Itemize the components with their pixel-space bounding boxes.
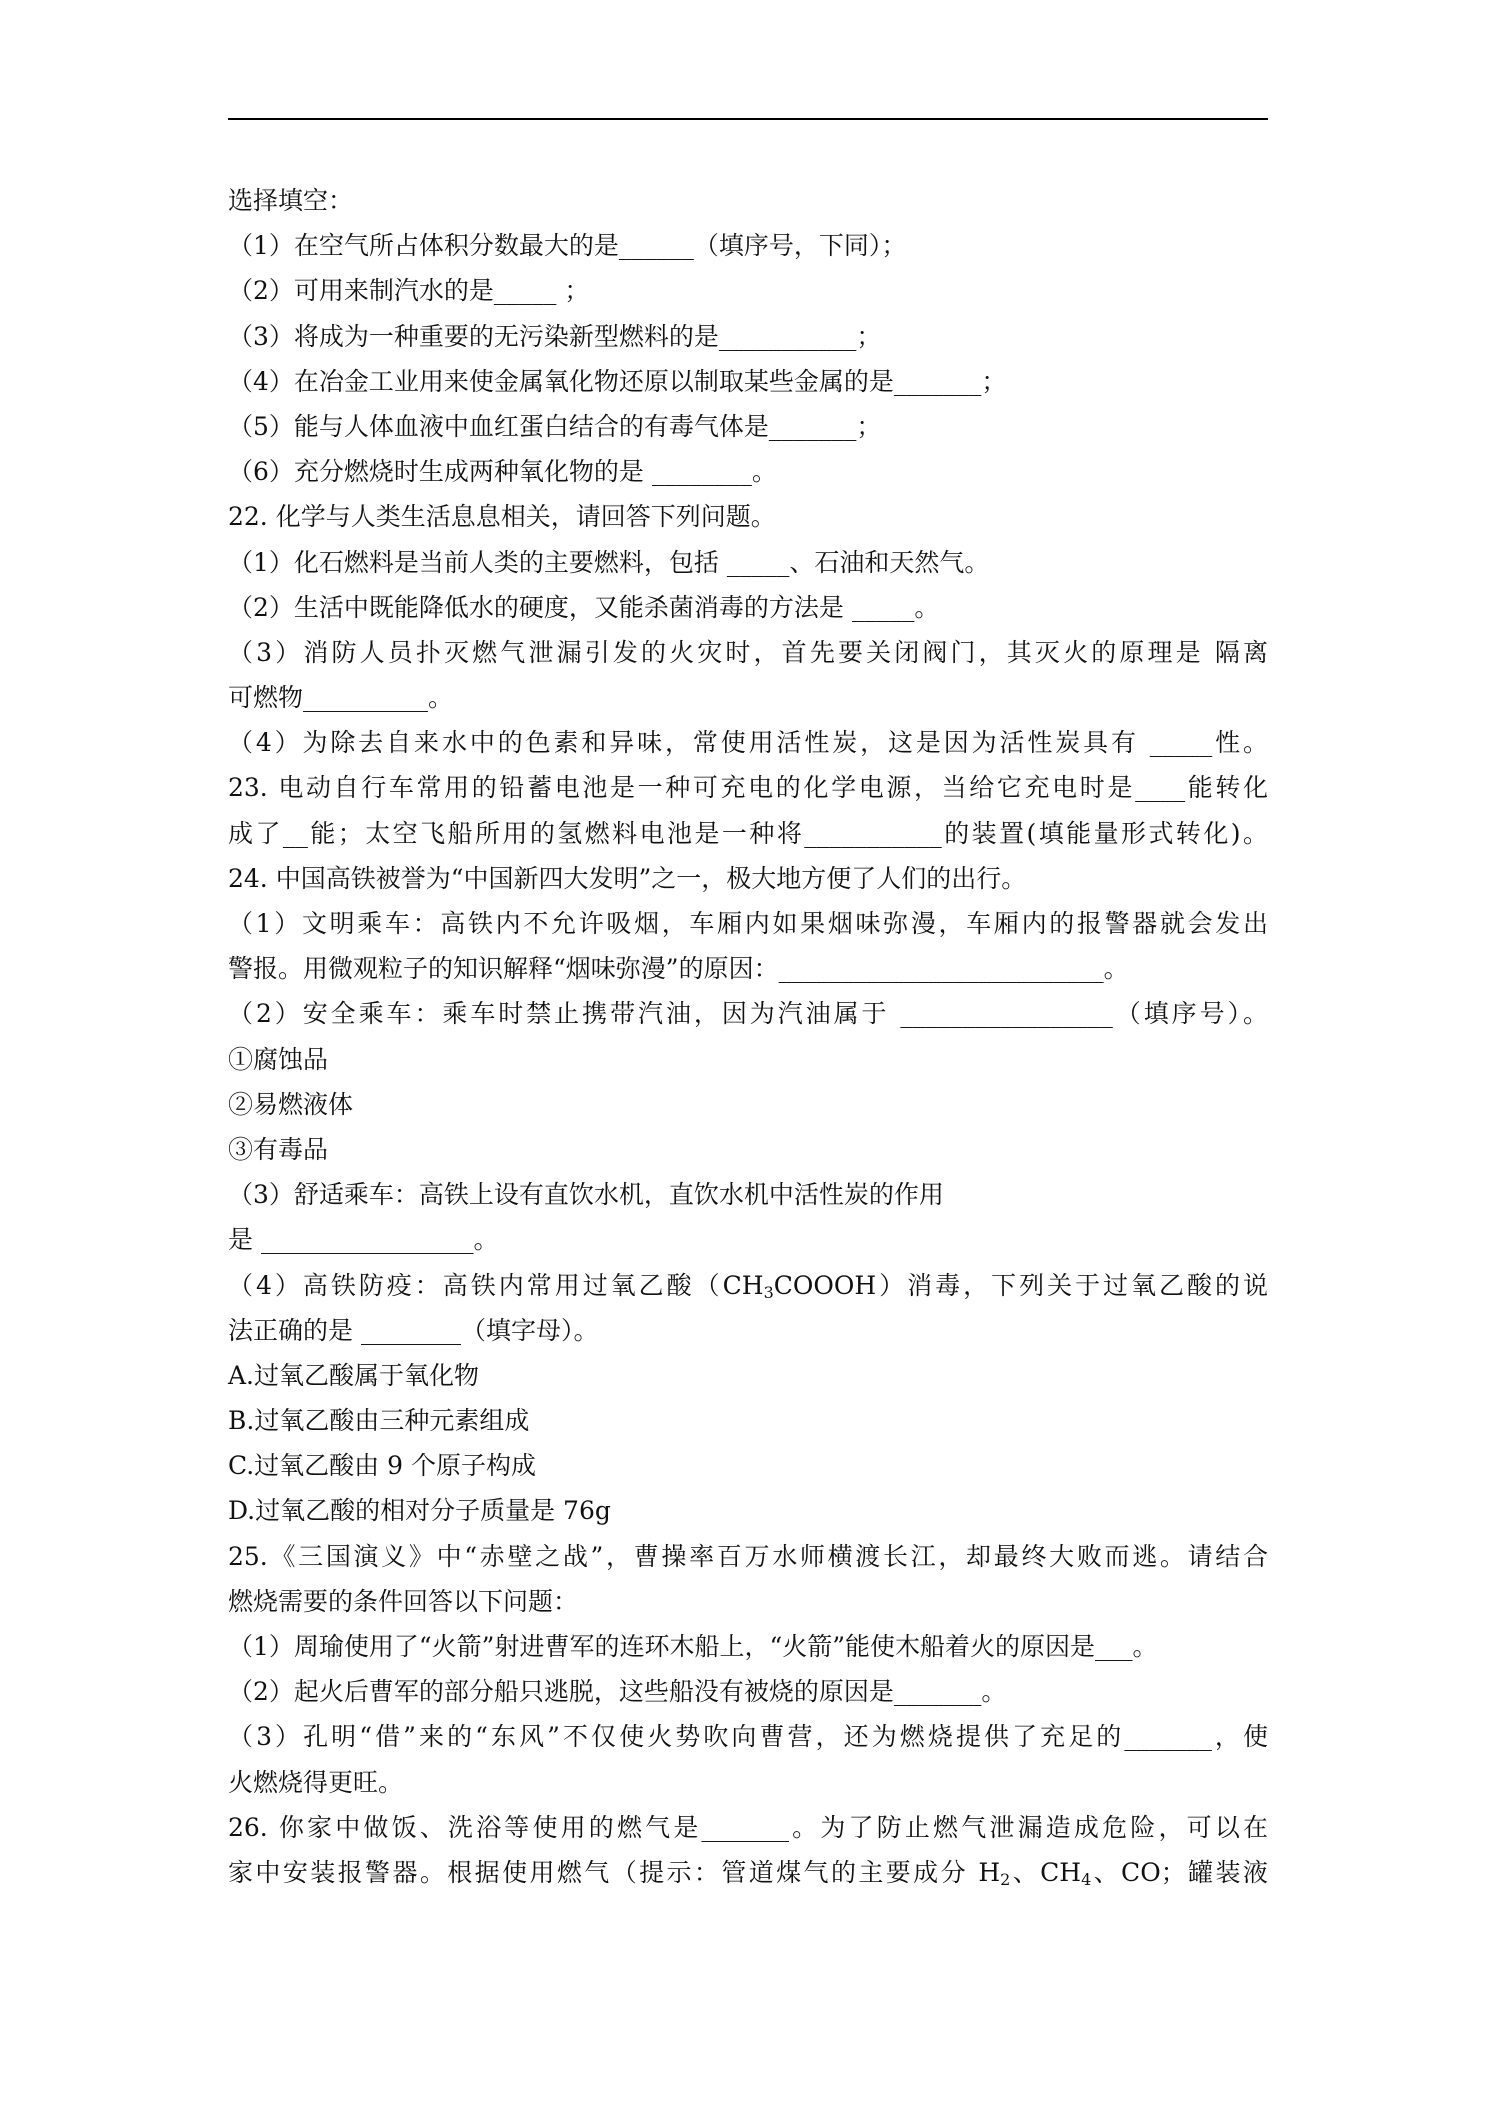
text-line: C.过氧乙酸由 9 个原子构成	[228, 1451, 536, 1481]
text-line: （4）高铁防疫：高铁内常用过氧乙酸$(CH_3COOOH)$消毒，下列关于过氧乙酸的说	[228, 1270, 1268, 1302]
text-line: 家中安装报警器。根据使用燃气（提示：管道煤气的主要成分 $H_2$、$CH_4$、CO；罐装液	[228, 1857, 1268, 1889]
text-line: 火燃烧得更旺。	[228, 1767, 404, 1797]
text-line: 26. 你家中做饭、洗浴等使用的燃气是_______。为了防止燃气泄漏造成危险，可以在	[228, 1812, 1268, 1842]
text-line: 选择填空：	[228, 186, 354, 215]
header-rule	[228, 118, 1268, 120]
text-line: （5）能与人体血液中血红蛋白结合的有毒气体是_______；	[228, 411, 882, 441]
text-line: （1）周瑜使用了“火箭”射进曹军的连环木船上，“火箭”能使木船着火的原因是___。	[228, 1632, 1158, 1661]
text-line: ②易燃液体	[228, 1089, 354, 1119]
text-line: （4）为除去自来水中的色素和异味，常使用活性炭，这是因为活性炭具有 _____性。	[228, 728, 1268, 758]
text-line: B.过氧乙酸由三种元素组成	[228, 1406, 530, 1436]
text-line: （3）消防人员扑灭燃气泄漏引发的火灾时，首先要关闭阀门，其灭火的原理是 隔离	[228, 637, 1268, 667]
text-line: （6）充分燃烧时生成两种氧化物的是 ________。	[228, 457, 777, 487]
text-line: （2）生活中既能降低水的硬度，又能杀菌消毒的方法是 _____。	[228, 592, 940, 622]
text-line: 25.《三国演义》中“赤壁之战”，曹操率百万水师横渡长江，却最终大败而逃。请结合	[228, 1541, 1268, 1571]
text-line: 法正确的是 ________（填字母）。	[228, 1315, 599, 1345]
text-line: （3）舒适乘车：高铁上设有直饮水机，直饮水机中活性炭的作用	[228, 1180, 944, 1210]
text-line: （2）起火后曹军的部分船只逃脱，这些船没有被烧的原因是_______。	[228, 1677, 1007, 1707]
text-line: ①腐蚀品	[228, 1044, 329, 1074]
text-line: 24. 中国高铁被誉为“中国新四大发明”之一，极大地方便了人们的出行。	[228, 863, 1027, 893]
text-line: 23. 电动自行车常用的铅蓄电池是一种可充电的化学电源，当给它充电时是____能转化	[228, 773, 1268, 803]
text-line: 成了__能；太空飞船所用的氢燃料电池是一种将___________的装置(填能量形式转化)。	[228, 818, 1268, 848]
text-line: （1）文明乘车：高铁内不允许吸烟，车厢内如果烟味弥漫，车厢内的报警器就会发出	[228, 909, 1268, 938]
text-line: ③有毒品	[228, 1134, 329, 1164]
text-line: （4）在冶金工业用来使金属氧化物还原以制取某些金属的是_______；	[228, 366, 1007, 396]
text-line: A.过氧乙酸属于氧化物	[228, 1360, 480, 1390]
text-line: 警报。用微观粒子的知识解释“烟味弥漫”的原因：__________________________。	[228, 954, 1129, 984]
text-line: 是 _________________。	[228, 1225, 499, 1255]
text-line: 22. 化学与人类生活息息相关，请回答下列问题。	[228, 502, 776, 532]
text-line: 可燃物__________。	[228, 683, 454, 713]
text-line: 燃烧需要的条件回答以下问题：	[228, 1586, 579, 1616]
text-line: （3）将成为一种重要的无污染新型燃料的是___________；	[228, 321, 882, 351]
document-body	[228, 178, 1268, 1895]
text-line: （1）在空气所占体积分数最大的是______（填序号，下同）；	[228, 231, 907, 261]
text-line: （2）安全乘车：乘车时禁止携带汽油，因为汽油属于 _________________（填序号）。	[228, 999, 1268, 1029]
text-line: D.过氧乙酸的相对分子质量是 76g	[228, 1496, 611, 1526]
text-line: （2）可用来制汽水的是_____ ；	[228, 276, 590, 306]
text-line: （1）化石燃料是当前人类的主要燃料，包括 _____、石油和天然气。	[228, 547, 990, 577]
text-line: （3）孔明“借”来的“东风”不仅使火势吹向曹营，还为燃烧提供了充足的_______，使	[228, 1722, 1268, 1752]
